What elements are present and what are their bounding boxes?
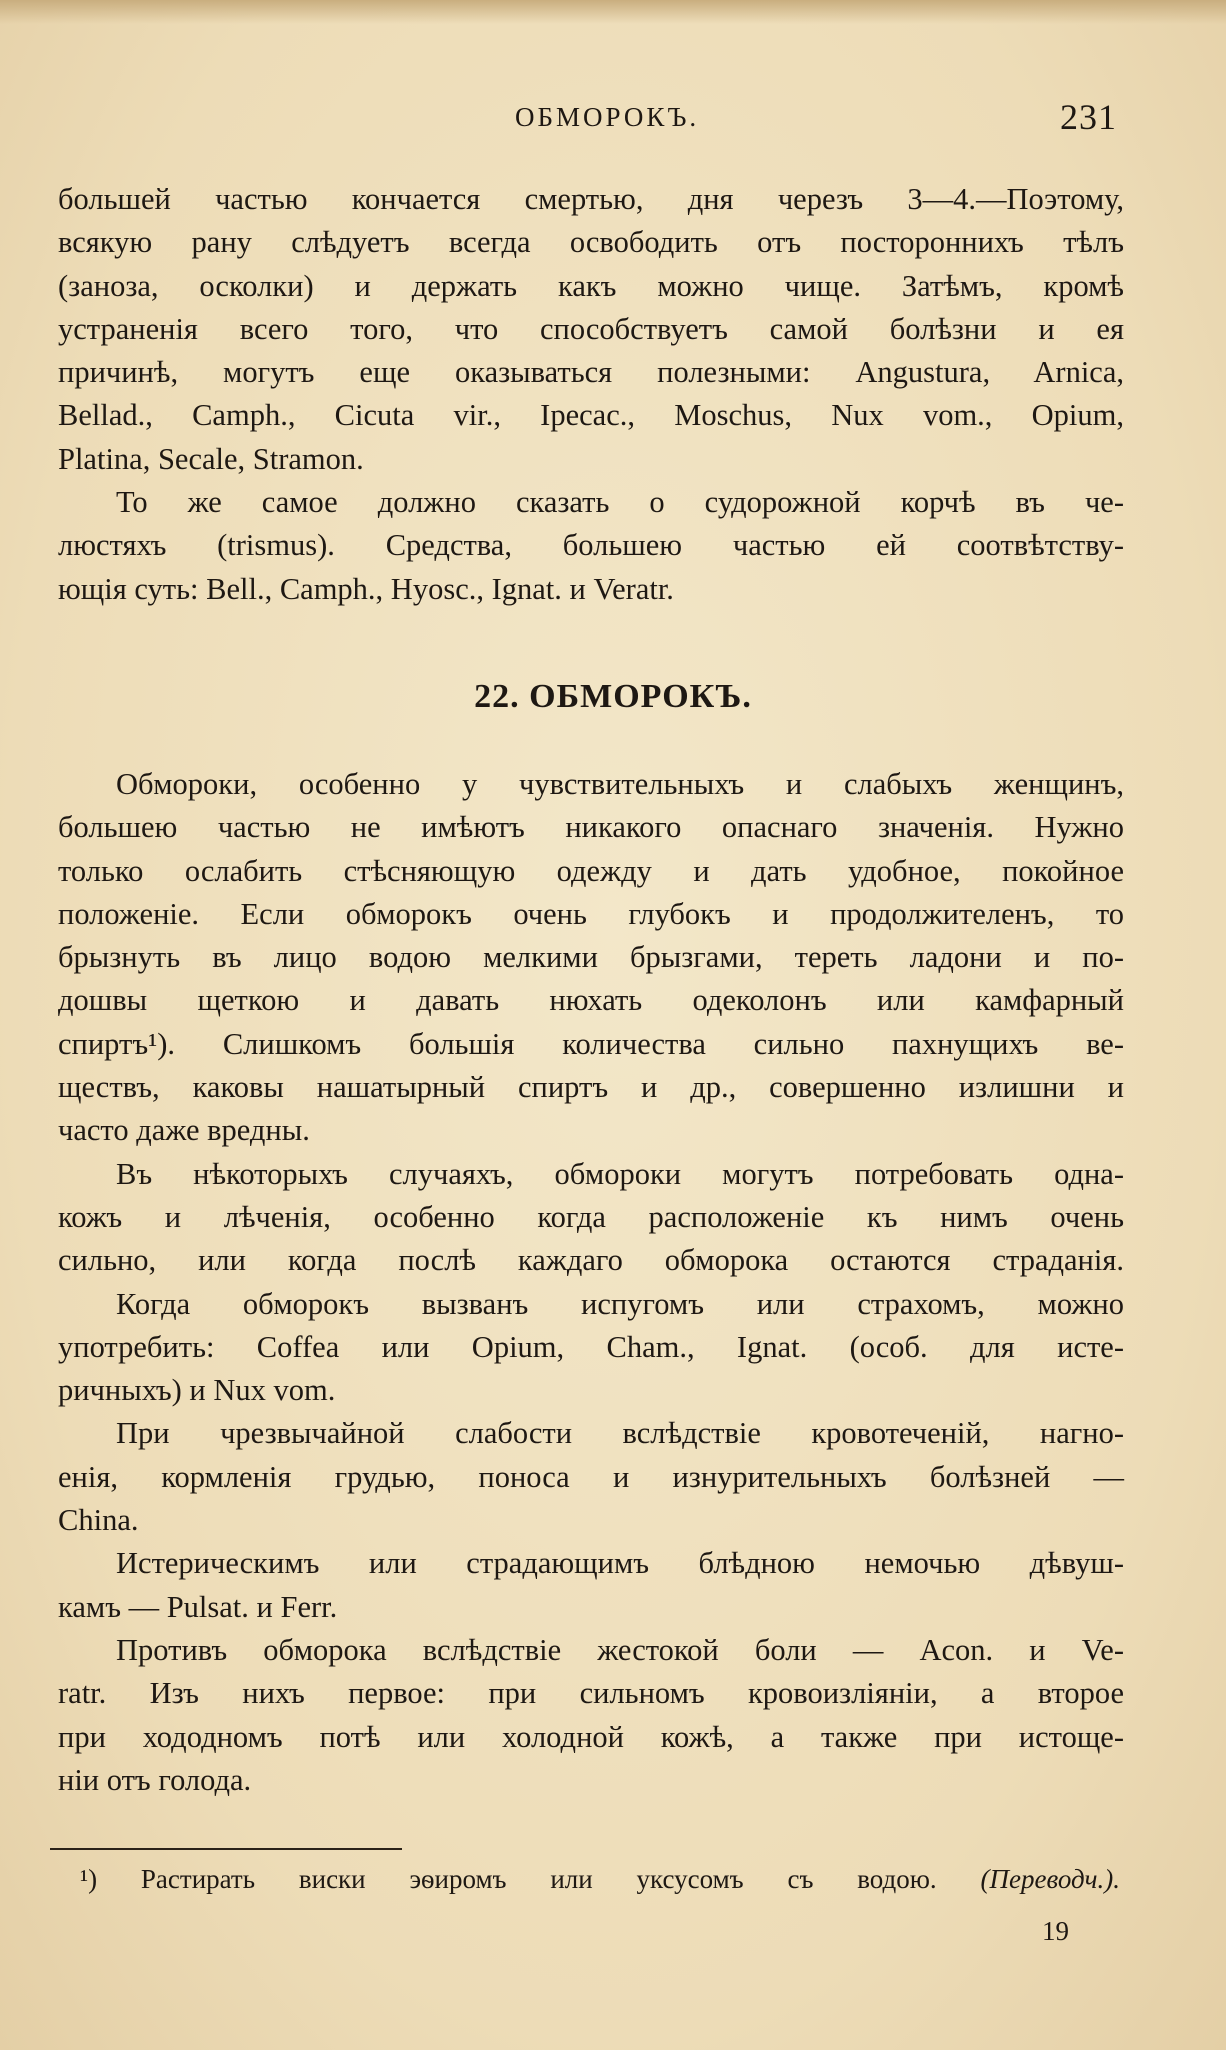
text-line: Противъ обморока вслѣдствіе жестокой боли — Acon. и Ve- xyxy=(116,1632,1124,1667)
text-line: Обмороки, особенно у чувствительныхъ и слабыхъ женщинъ, xyxy=(116,767,1124,801)
paragraph-end xyxy=(58,568,1124,611)
top-text-block xyxy=(58,178,1124,611)
paragraph-end xyxy=(58,1759,1124,1802)
signature-mark: 19 xyxy=(1042,1916,1069,1946)
paragraph-end xyxy=(58,1369,1124,1412)
section-text-block xyxy=(58,763,1124,1802)
text-line: Когда обморокъ вызванъ испугомъ или страхомъ, можно xyxy=(116,1286,1124,1321)
paragraph-end xyxy=(58,1586,1124,1629)
footnote-attribution: (Переводч.). xyxy=(980,1864,1120,1894)
text-line: устраненія всего того, что способствуетъ самой болѣзни и ея xyxy=(58,311,1124,346)
footnote xyxy=(80,1864,1120,1895)
paragraph-end xyxy=(58,438,1124,481)
text-line: Bellad., Camph., Cicuta vir., Ipecac., Moschus, Nux vom., Opium, xyxy=(58,398,1124,433)
paragraph xyxy=(58,481,1124,568)
text-line: при хододномъ потѣ или холодной кожѣ, а также при истоще- xyxy=(58,1719,1124,1754)
paragraph xyxy=(58,1283,1124,1370)
text-line: сильно, или когда послѣ каждаго обморока остаются страданія. xyxy=(58,1243,1124,1278)
text-line: только ослабить стѣсняющую одежду и дать удобное, покойное xyxy=(58,853,1124,888)
text-line: причинѣ, могутъ еще оказываться полезными: Angustura, Arnica, xyxy=(58,355,1124,390)
paragraph xyxy=(58,1542,1124,1585)
paragraph xyxy=(58,1153,1124,1283)
page-number: 231 xyxy=(1060,97,1117,137)
text-line: люстяхъ (trismus). Средства, большею частью ей соотвѣтству- xyxy=(58,528,1124,563)
text-line: ющія суть: Bell., Camph., Hyosc., Ignat. и Veratr. xyxy=(58,571,674,606)
paragraph xyxy=(58,763,1124,1109)
running-head: ОБМОРОКЪ. xyxy=(515,102,700,132)
paragraph xyxy=(58,1629,1124,1759)
footnote-text: ¹) Растирать виски эѳиромъ или уксусомъ съ водою. xyxy=(80,1864,937,1894)
text-line: То же самое должно сказать о судорожной корчѣ въ че- xyxy=(116,485,1124,520)
paragraph-end xyxy=(58,1109,1124,1152)
page-top-edge xyxy=(0,0,1226,24)
text-line: часто даже вредны. xyxy=(58,1113,310,1148)
text-line: брызнуть въ лицо водою мелкими брызгами, тереть ладони и по- xyxy=(58,940,1124,975)
text-line: употребить: Coffea или Opium, Cham., Ignat. (особ. для исте- xyxy=(58,1329,1124,1364)
text-line: большею частью не имѣютъ никакого опаснаго значенія. Нужно xyxy=(58,810,1124,845)
text-line: Въ нѣкоторыхъ случаяхъ, обмороки могутъ потребовать одна- xyxy=(116,1156,1124,1191)
text-line: ніи отъ голода. xyxy=(58,1762,252,1797)
text-line: всякую рану слѣдуетъ всегда освободить отъ постороннихъ тѣлъ xyxy=(58,225,1124,260)
text-line: енія, кормленія грудью, поноса и изнурительныхъ болѣзней — xyxy=(58,1459,1124,1494)
text-line: большей частью кончается смертью, дня черезъ 3—4.—Поэтому, xyxy=(58,182,1124,216)
section-heading: 22. ОБМОРОКЪ. xyxy=(474,678,752,715)
text-line: ratr. Изъ нихъ первое: при сильномъ кровоизліяніи, а второе xyxy=(58,1676,1124,1711)
text-line: дошвы щеткою и давать нюхать одеколонъ или камфарный xyxy=(58,983,1124,1018)
text-line: спиртъ¹). Слишкомъ большія количества сильно пахнущихъ ве- xyxy=(58,1026,1124,1061)
text-line: Истерическимъ или страдающимъ блѣдною немочью дѣвуш- xyxy=(116,1546,1124,1581)
text-line: кожъ и лѣченія, особенно когда расположеніе къ нимъ очень xyxy=(58,1199,1124,1234)
text-line: (заноза, осколки) и держать какъ можно чище. Затѣмъ, кромѣ xyxy=(58,268,1124,303)
text-line: ществъ, каковы нашатырный спиртъ и др., совершенно излишни и xyxy=(58,1070,1124,1105)
text-line: камъ — Pulsat. и Ferr. xyxy=(58,1589,338,1624)
text-line: ричныхъ) и Nux vom. xyxy=(58,1373,336,1408)
paragraph xyxy=(58,178,1124,438)
paragraph xyxy=(58,1412,1124,1499)
text-line: Platina, Secale, Stramon. xyxy=(58,441,364,476)
footnote-rule xyxy=(50,1848,402,1850)
text-line: При чрезвычайной слабости вслѣдствіе кровотеченій, нагно- xyxy=(116,1416,1124,1451)
paragraph-end xyxy=(58,1499,1124,1542)
text-line: China. xyxy=(58,1503,139,1538)
text-line: положеніе. Если обморокъ очень глубокъ и продолжителенъ, то xyxy=(58,896,1124,931)
